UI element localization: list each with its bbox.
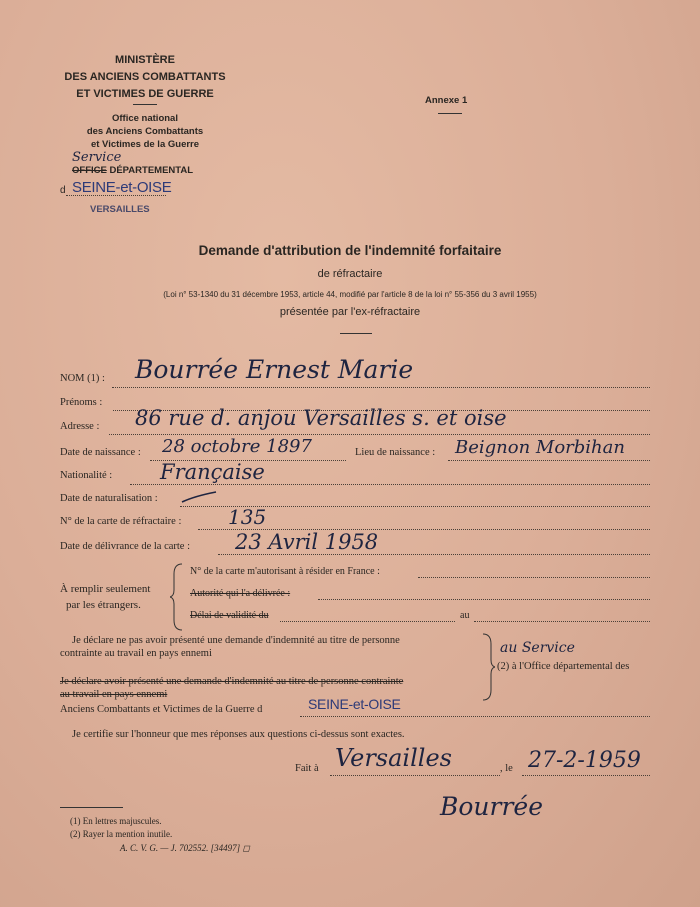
etrangers-dots-3b [474, 621, 650, 622]
declaration-1b: contrainte au travail en pays ennemi [60, 648, 212, 659]
etrangers-label [60, 581, 150, 613]
service-handwritten: Service [72, 150, 122, 165]
etrangers-dots-2 [318, 599, 650, 600]
etrangers-label-1: À remplir seulement [60, 583, 151, 595]
office-line-2: des Anciens Combattants [86, 126, 204, 137]
ministry-line-2: DES ANCIENS COMBATTANTS [64, 71, 226, 83]
nom-value: Bourrée Ernest Marie [135, 355, 414, 384]
etrangers-label-2: par les étrangers. [66, 599, 141, 611]
header-divider [133, 104, 157, 105]
etrangers-au: au [460, 610, 470, 621]
declaration-brace [481, 632, 495, 702]
declaration-bottom: Anciens Combattants et Victimes de la Guerre d [60, 704, 263, 715]
right-handwritten: au Service [500, 640, 575, 656]
declaration-dots [300, 716, 650, 717]
declaration-2a: Je déclare avoir présenté une demande d'indemnité au titre de personne contrainte [60, 676, 404, 687]
presented-by: présentée par l'ex-réfractaire [279, 306, 421, 318]
d-prefix: d [60, 185, 66, 196]
lieu-line [448, 460, 650, 461]
office-line-1: Office national [112, 113, 178, 124]
fait-line [330, 775, 500, 776]
declaration-2b: au travail en pays ennemi [60, 689, 168, 700]
ministry-line-3: ET VICTIMES DE GUERRE [76, 88, 214, 100]
le-value: 27-2-1959 [528, 748, 641, 773]
etrangers-line-2 [190, 588, 290, 599]
office-block [70, 112, 220, 151]
adresse-label: Adresse : [60, 421, 100, 432]
etrangers-line-3 [190, 610, 269, 621]
annex-divider [438, 113, 462, 114]
nationalite-line [130, 484, 650, 485]
form-title: Demande d'attribution de l'indemnité forfaitaire [198, 243, 502, 258]
nationalite-label: Nationalité : [60, 470, 113, 481]
etrangers-dots-3a [280, 621, 455, 622]
delivrance-value: 23 Avril 1958 [235, 530, 379, 554]
footnote-1: (1) En lettres majuscules. [70, 816, 162, 826]
signature: Bourrée [440, 792, 544, 821]
fait-label: Fait à [295, 763, 319, 774]
etrangers-line-1: N° de la carte m'autorisant à résider en France : [190, 566, 380, 577]
prenoms-label: Prénoms : [60, 397, 103, 408]
stamp-seine-et-oise-2: SEINE-et-OISE [308, 696, 401, 712]
lieu-label: Lieu de naissance : [355, 447, 436, 458]
departemental-line [72, 165, 193, 176]
footnote-2: (2) Rayer la mention inutile. [70, 829, 173, 839]
naturalisation-dash [180, 490, 220, 506]
right-note: (2) à l'Office départemental des [497, 661, 630, 672]
nom-line [112, 387, 650, 388]
office-struck: OFFICE [72, 165, 107, 176]
nationalite-value: Française [160, 460, 265, 484]
declaration-1 [60, 634, 400, 660]
delivrance-label: Date de délivrance de la carte : [60, 541, 191, 552]
certify-text: Je certifie sur l'honneur que mes réponses aux questions ci-dessus sont exactes. [72, 729, 405, 740]
footnotes [70, 815, 172, 841]
law-reference: (Loi n° 53-1340 du 31 décembre 1953, article 44, modifié par l'article 8 de la loi n° 55-356 du 3 avril 1955) [163, 290, 537, 299]
dept-underline [66, 195, 166, 196]
stamp-versailles: VERSAILLES [90, 204, 150, 215]
printer-mark: A. C. V. G. — J. 702552. [34497] ◻ [120, 843, 250, 853]
naissance-value: 28 octobre 1897 [162, 436, 312, 457]
etrangers-line-2-text: Autorité qui l'a délivrée : [190, 588, 291, 599]
declaration-1a: Je déclare ne pas avoir présenté une demande d'indemnité au titre de personne [72, 635, 400, 646]
le-line [522, 775, 650, 776]
ministry-block [50, 52, 240, 103]
etrangers-dots-1 [418, 577, 650, 578]
stamp-seine-et-oise: SEINE-et-OISE [72, 179, 172, 196]
carte-label: N° de la carte de réfractaire : [60, 516, 182, 527]
annex-label: Annexe 1 [425, 95, 468, 106]
adresse-value: 86 rue d. anjou Versailles s. et oise [135, 406, 507, 430]
naturalisation-label: Date de naturalisation : [60, 493, 158, 504]
etrangers-line-3-text: Délai de validité du [190, 610, 269, 621]
delivrance-line [218, 554, 650, 555]
form-subtitle: de réfractaire [317, 268, 383, 280]
le-label: , le [500, 763, 513, 774]
adresse-line [109, 434, 650, 435]
naissance-label: Date de naissance : [60, 447, 141, 458]
etrangers-brace [170, 562, 184, 632]
carte-value: 135 [228, 505, 267, 529]
footnote-rule [60, 807, 123, 808]
nom-label: NOM (1) : [60, 373, 105, 384]
departemental-label: DÉPARTEMENTAL [106, 165, 194, 176]
title-divider [340, 333, 372, 334]
office-line-3: et Victimes de la Guerre [90, 139, 200, 150]
ministry-line-1: MINISTÈRE [115, 54, 175, 66]
fait-value: Versailles [335, 744, 452, 772]
lieu-value: Beignon Morbihan [455, 437, 625, 458]
